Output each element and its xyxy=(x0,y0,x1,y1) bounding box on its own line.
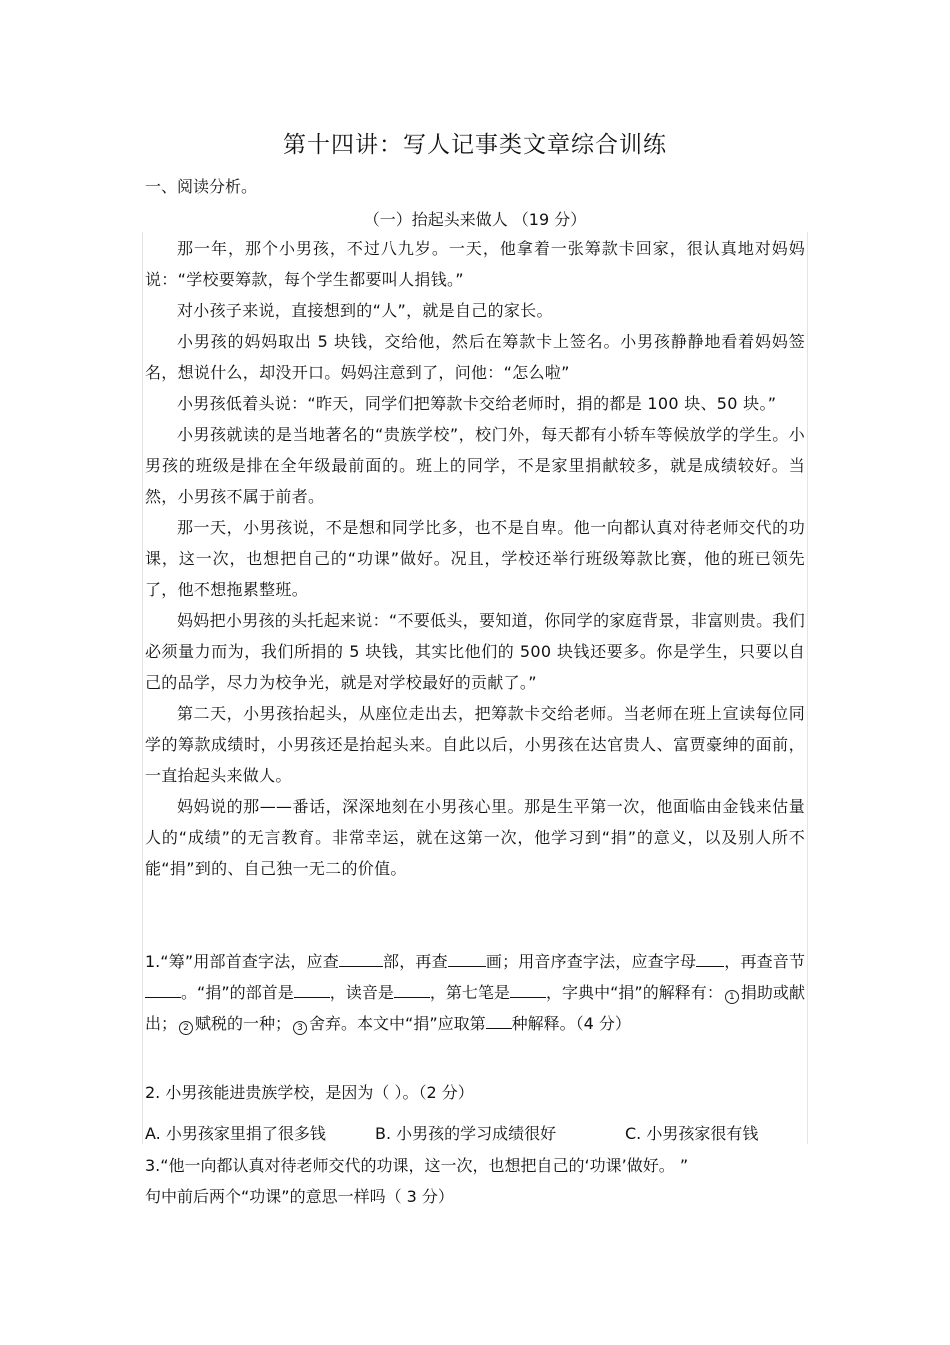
q1-text: ，再查音节 xyxy=(724,952,805,971)
paragraph: 对小孩子来说，直接想到的“人”，就是自己的家长。 xyxy=(177,301,553,320)
q1-text: ，字典中“捐”的解释有： xyxy=(546,983,723,1002)
q1-text: 舍弃。本文中“捐”应取第 xyxy=(309,1014,486,1033)
option-a[interactable]: A. 小男孩家里捐了很多钱 xyxy=(145,1124,326,1143)
answer-blank[interactable] xyxy=(696,952,724,967)
q1-text: 种解释。（4 分） xyxy=(511,1014,631,1033)
paragraph: 第二天，小男孩抬起头，从座位走出去，把筹款卡交给老师。当老师在班上宣读每位同学的筹款成绩时，小男孩还是抬起头来。自此以后，小男孩在达官贵人、富贾豪绅的面前，一直抬起头来做人。 xyxy=(145,704,805,785)
question-1 xyxy=(145,946,805,1039)
q1-text: 画；用音序查字法，应查字母 xyxy=(485,952,697,971)
circled-number-1: 1 xyxy=(725,990,739,1004)
paragraph: 小男孩的妈妈取出 5 块钱，交给他，然后在筹款卡上签名。小男孩静静地看着妈妈签名，想说什么，却没开口。妈妈注意到了，问他：“怎么啦” xyxy=(145,332,805,382)
paragraph: 那一天，小男孩说，不是想和同学比多，也不是自卑。他一向都认真对待老师交代的功课，这一次，也想把自己的“功课”做好。况且，学校还举行班级筹款比赛，他的班已领先了，他不想拖累整班。 xyxy=(145,518,805,599)
article-subtitle: （一）抬起头来做人 （19 分） xyxy=(363,210,587,229)
paragraph: 小男孩就读的是当地著名的“贵族学校”，校门外，每天都有小轿车等候放学的学生。小男孩的班级是排在全年级最前面的。班上的同学，不是家里捐献较多，就是成绩较好。当然，小男孩不属于前者。 xyxy=(145,425,805,506)
circled-number-3: 3 xyxy=(293,1021,307,1035)
option-b[interactable]: B. 小男孩的学习成绩很好 xyxy=(375,1124,557,1143)
page-title: 第十四讲：写人记事类文章综合训练 xyxy=(283,132,667,158)
paragraph: 小男孩低着头说：“昨天，同学们把筹款卡交给老师时，捐的都是 100 块、50 块。” xyxy=(177,394,777,413)
section-heading: 一、阅读分析。 xyxy=(145,177,258,196)
option-c[interactable]: C. 小男孩家很有钱 xyxy=(625,1124,759,1143)
circled-number-2: 2 xyxy=(179,1021,193,1035)
q3-line: 3.“他一向都认真对待老师交代的功课，这一次，也想把自己的‘功课’做好。 ” xyxy=(145,1156,689,1175)
q1-text: 捐助或献出； xyxy=(145,983,805,1033)
q3-line: 句中前后两个“功课”的意思一样吗（ 3 分） xyxy=(145,1187,454,1206)
paragraph: 那一年，那个小男孩，不过八九岁。一天，他拿着一张筹款卡回家，很认真地对妈妈说：“学校要筹款，每个学生都要叫人捐钱。” xyxy=(145,239,805,289)
paragraph: 妈妈说的那——番话，深深地刻在小男孩心里。那是生平第一次，他面临由金钱来估量人的“成绩”的无言教育。非常幸运，就在这第一次，他学习到“捐”的意义，以及别人所不能“捐”到的、自己独一无二的价值。 xyxy=(145,797,805,878)
answer-blank[interactable] xyxy=(294,983,330,998)
answer-blank[interactable] xyxy=(448,952,486,967)
q1-text: 。“捐”的部首是 xyxy=(181,983,294,1002)
answer-blank[interactable] xyxy=(145,983,181,998)
answer-blank[interactable] xyxy=(510,983,546,998)
q1-text: 部，再查 xyxy=(382,952,448,971)
article-body xyxy=(145,233,805,884)
q1-text: 1.“筹”用部首查字法，应查 xyxy=(145,952,339,971)
question-3 xyxy=(145,1150,805,1212)
answer-blank[interactable] xyxy=(486,1014,512,1029)
q1-text: ，读音是 xyxy=(329,983,394,1002)
answer-blank[interactable] xyxy=(339,952,383,967)
q1-text: 赋税的一种； xyxy=(195,1014,292,1033)
paragraph: 妈妈把小男孩的头托起来说：“不要低头，要知道，你同学的家庭背景，非富则贵。我们必须量力而为，我们所捐的 5 块钱，其实比他们的 500 块钱还要多。你是学生，只要以自己的品学，尽力为校争光，就是对学校最好的贡献了。” xyxy=(145,611,805,692)
q1-text: ，第七笔是 xyxy=(429,983,510,1002)
question-2: 2. 小男孩能进贵族学校，是因为（ ）。（2 分） xyxy=(145,1083,474,1102)
question-2-options xyxy=(145,1118,805,1149)
answer-blank[interactable] xyxy=(394,983,430,998)
